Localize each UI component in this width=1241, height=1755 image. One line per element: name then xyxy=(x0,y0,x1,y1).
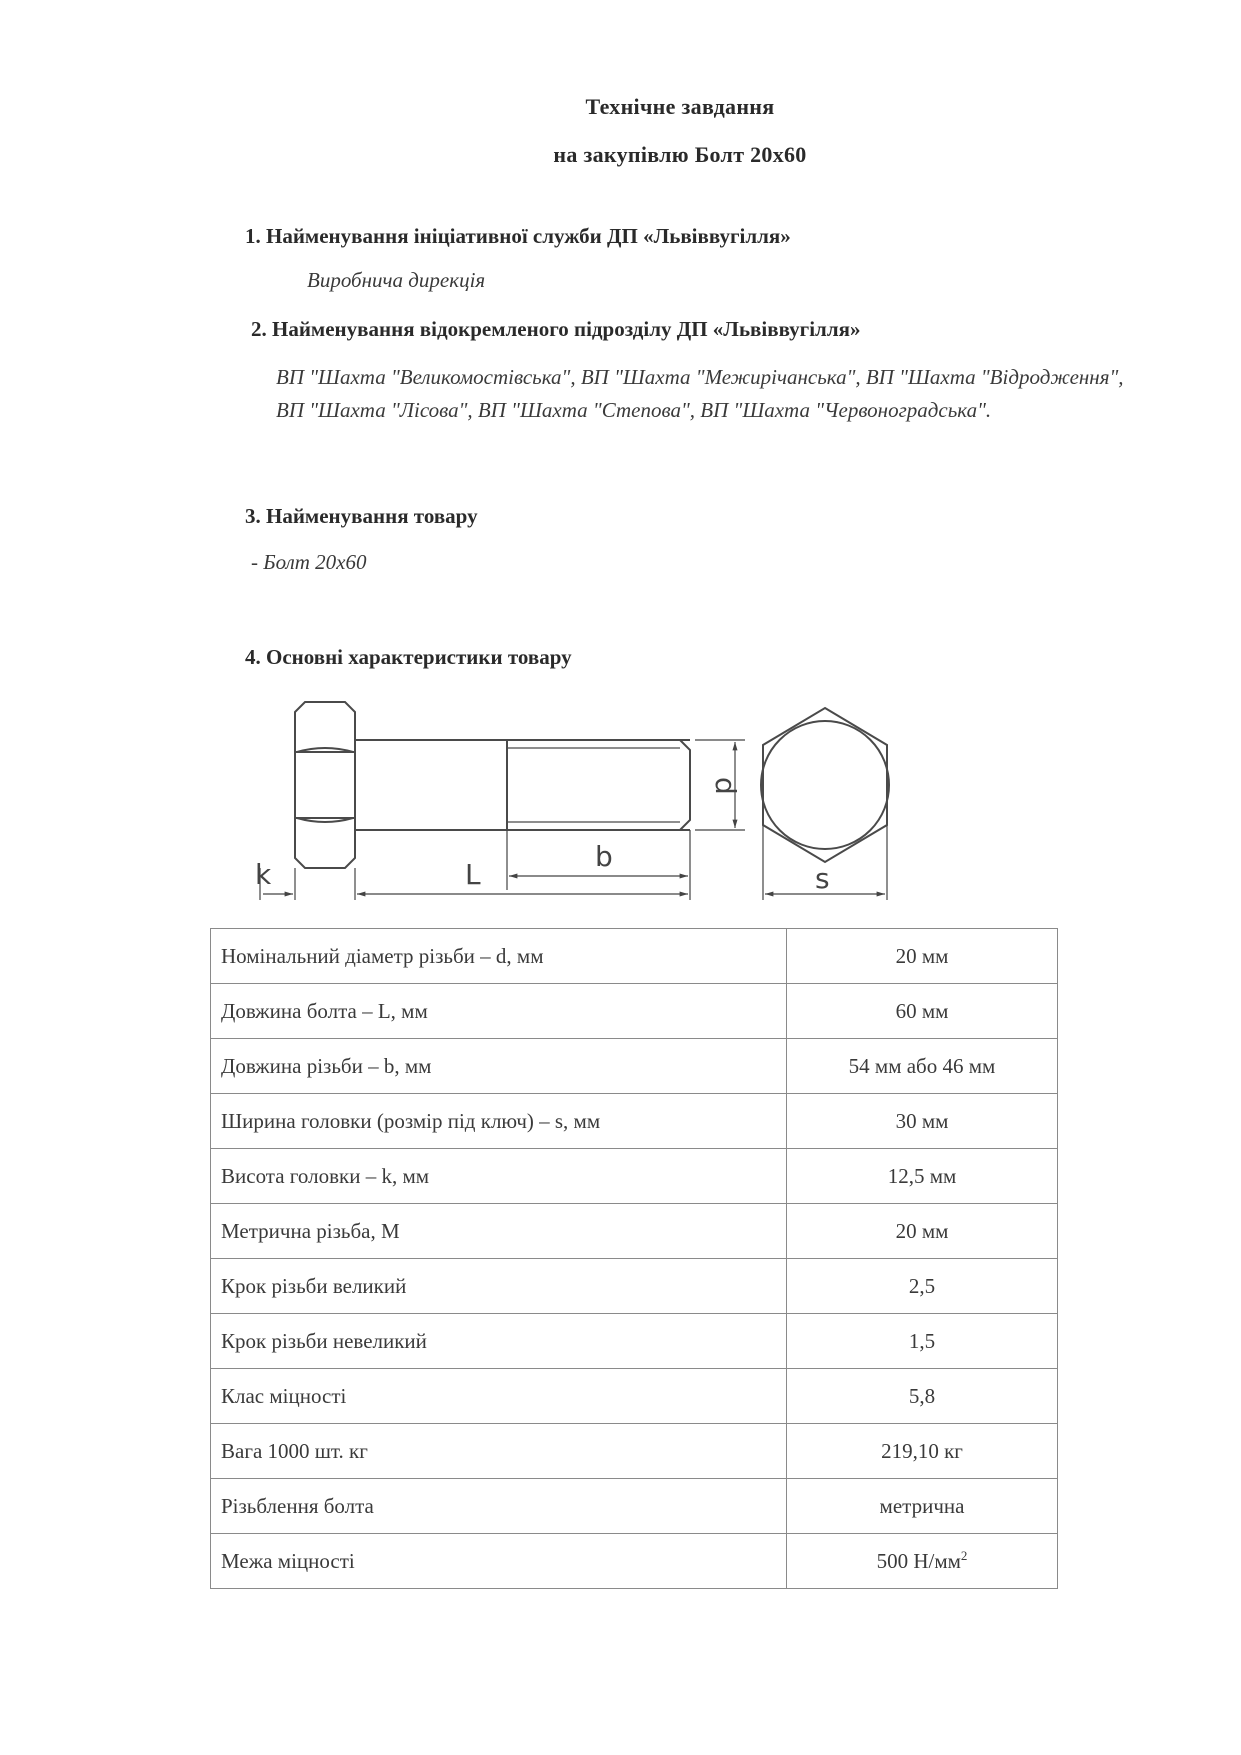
spec-row xyxy=(211,1259,1058,1314)
bolt-drawing xyxy=(235,690,915,900)
spec-value: метрична xyxy=(879,1493,965,1518)
spec-param: Вага 1000 шт. кг xyxy=(211,1424,787,1479)
spec-value-cell xyxy=(787,1479,1058,1534)
spec-value-cell xyxy=(787,1314,1058,1369)
spec-value: 20 мм xyxy=(895,1218,949,1243)
spec-value-cell xyxy=(787,1259,1058,1314)
spec-param: Клас міцності xyxy=(211,1369,787,1424)
bolt-side-view xyxy=(295,702,690,868)
spec-value-cell xyxy=(787,1149,1058,1204)
section-4-heading: 4. Основні характеристики товару xyxy=(245,645,572,669)
spec-value: 5,8 xyxy=(908,1383,936,1408)
spec-param: Різьблення болта xyxy=(211,1479,787,1534)
spec-row xyxy=(211,1424,1058,1479)
spec-param: Крок різьби невеликий xyxy=(211,1314,787,1369)
spec-row xyxy=(211,1314,1058,1369)
section-2-text: ВП "Шахта "Великомостівська", ВП "Шахта "Межирічанська", ВП "Шахта "Відродження", ВП "Шахта "Лісова", ВП "Шахта "Степова", ВП "Шахта "Червоноградська". xyxy=(276,365,1124,422)
spec-row xyxy=(211,1039,1058,1094)
spec-param: Номінальний діаметр різьби – d, мм xyxy=(211,929,787,984)
label-b: b xyxy=(595,840,613,873)
section-3-text: - Болт 20х60 xyxy=(251,550,367,574)
document-title: Технічне завдання xyxy=(585,94,775,119)
document-subtitle: на закупівлю Болт 20х60 xyxy=(553,142,807,167)
spec-value: 60 мм xyxy=(895,998,949,1023)
spec-value: 20 мм xyxy=(895,943,949,968)
spec-param: Висота головки – k, мм xyxy=(211,1149,787,1204)
spec-value: 2,5 xyxy=(908,1273,936,1298)
spec-row xyxy=(211,1149,1058,1204)
spec-value: 54 мм або 46 мм xyxy=(848,1053,996,1078)
spec-row xyxy=(211,1094,1058,1149)
spec-value-cell xyxy=(787,1369,1058,1424)
spec-value-superscript: 2 xyxy=(960,1548,968,1563)
spec-row xyxy=(211,984,1058,1039)
spec-value-cell xyxy=(787,1094,1058,1149)
spec-row xyxy=(211,1534,1058,1589)
spec-row xyxy=(211,1204,1058,1259)
label-s: s xyxy=(815,862,830,895)
spec-value-cell xyxy=(787,1039,1058,1094)
bolt-head-view xyxy=(761,708,889,862)
spec-row xyxy=(211,1369,1058,1424)
spec-value-cell xyxy=(787,1204,1058,1259)
spec-table xyxy=(210,928,1058,1589)
spec-value-cell xyxy=(787,984,1058,1039)
spec-value: 500 Н/мм xyxy=(876,1549,961,1573)
section-2-heading: 2. Найменування відокремленого підрозділу ДП «Львіввугілля» xyxy=(251,317,861,341)
spec-param: Межа міцності xyxy=(211,1534,787,1589)
label-k: k xyxy=(255,858,272,891)
spec-param: Довжина різьби – b, мм xyxy=(211,1039,787,1094)
spec-row xyxy=(211,929,1058,984)
spec-value: 12,5 мм xyxy=(887,1163,957,1188)
section-3-heading: 3. Найменування товару xyxy=(245,504,478,528)
spec-param: Ширина головки (розмір під ключ) – s, мм xyxy=(211,1094,787,1149)
spec-value-cell xyxy=(787,1424,1058,1479)
spec-value-cell xyxy=(787,1534,1058,1589)
label-d: d xyxy=(709,777,742,795)
spec-param: Метрична різьба, М xyxy=(211,1204,787,1259)
spec-value: 30 мм xyxy=(895,1108,949,1133)
spec-param: Крок різьби великий xyxy=(211,1259,787,1314)
spec-value: 1,5 xyxy=(908,1328,936,1353)
section-1-text: Виробнича дирекція xyxy=(307,268,486,292)
spec-row xyxy=(211,1479,1058,1534)
label-L: L xyxy=(465,858,481,891)
spec-value-cell xyxy=(787,929,1058,984)
spec-value: 219,10 кг xyxy=(881,1438,963,1463)
spec-param: Довжина болта – L, мм xyxy=(211,984,787,1039)
section-1-heading: 1. Найменування ініціативної служби ДП «Львіввугілля» xyxy=(245,224,791,248)
